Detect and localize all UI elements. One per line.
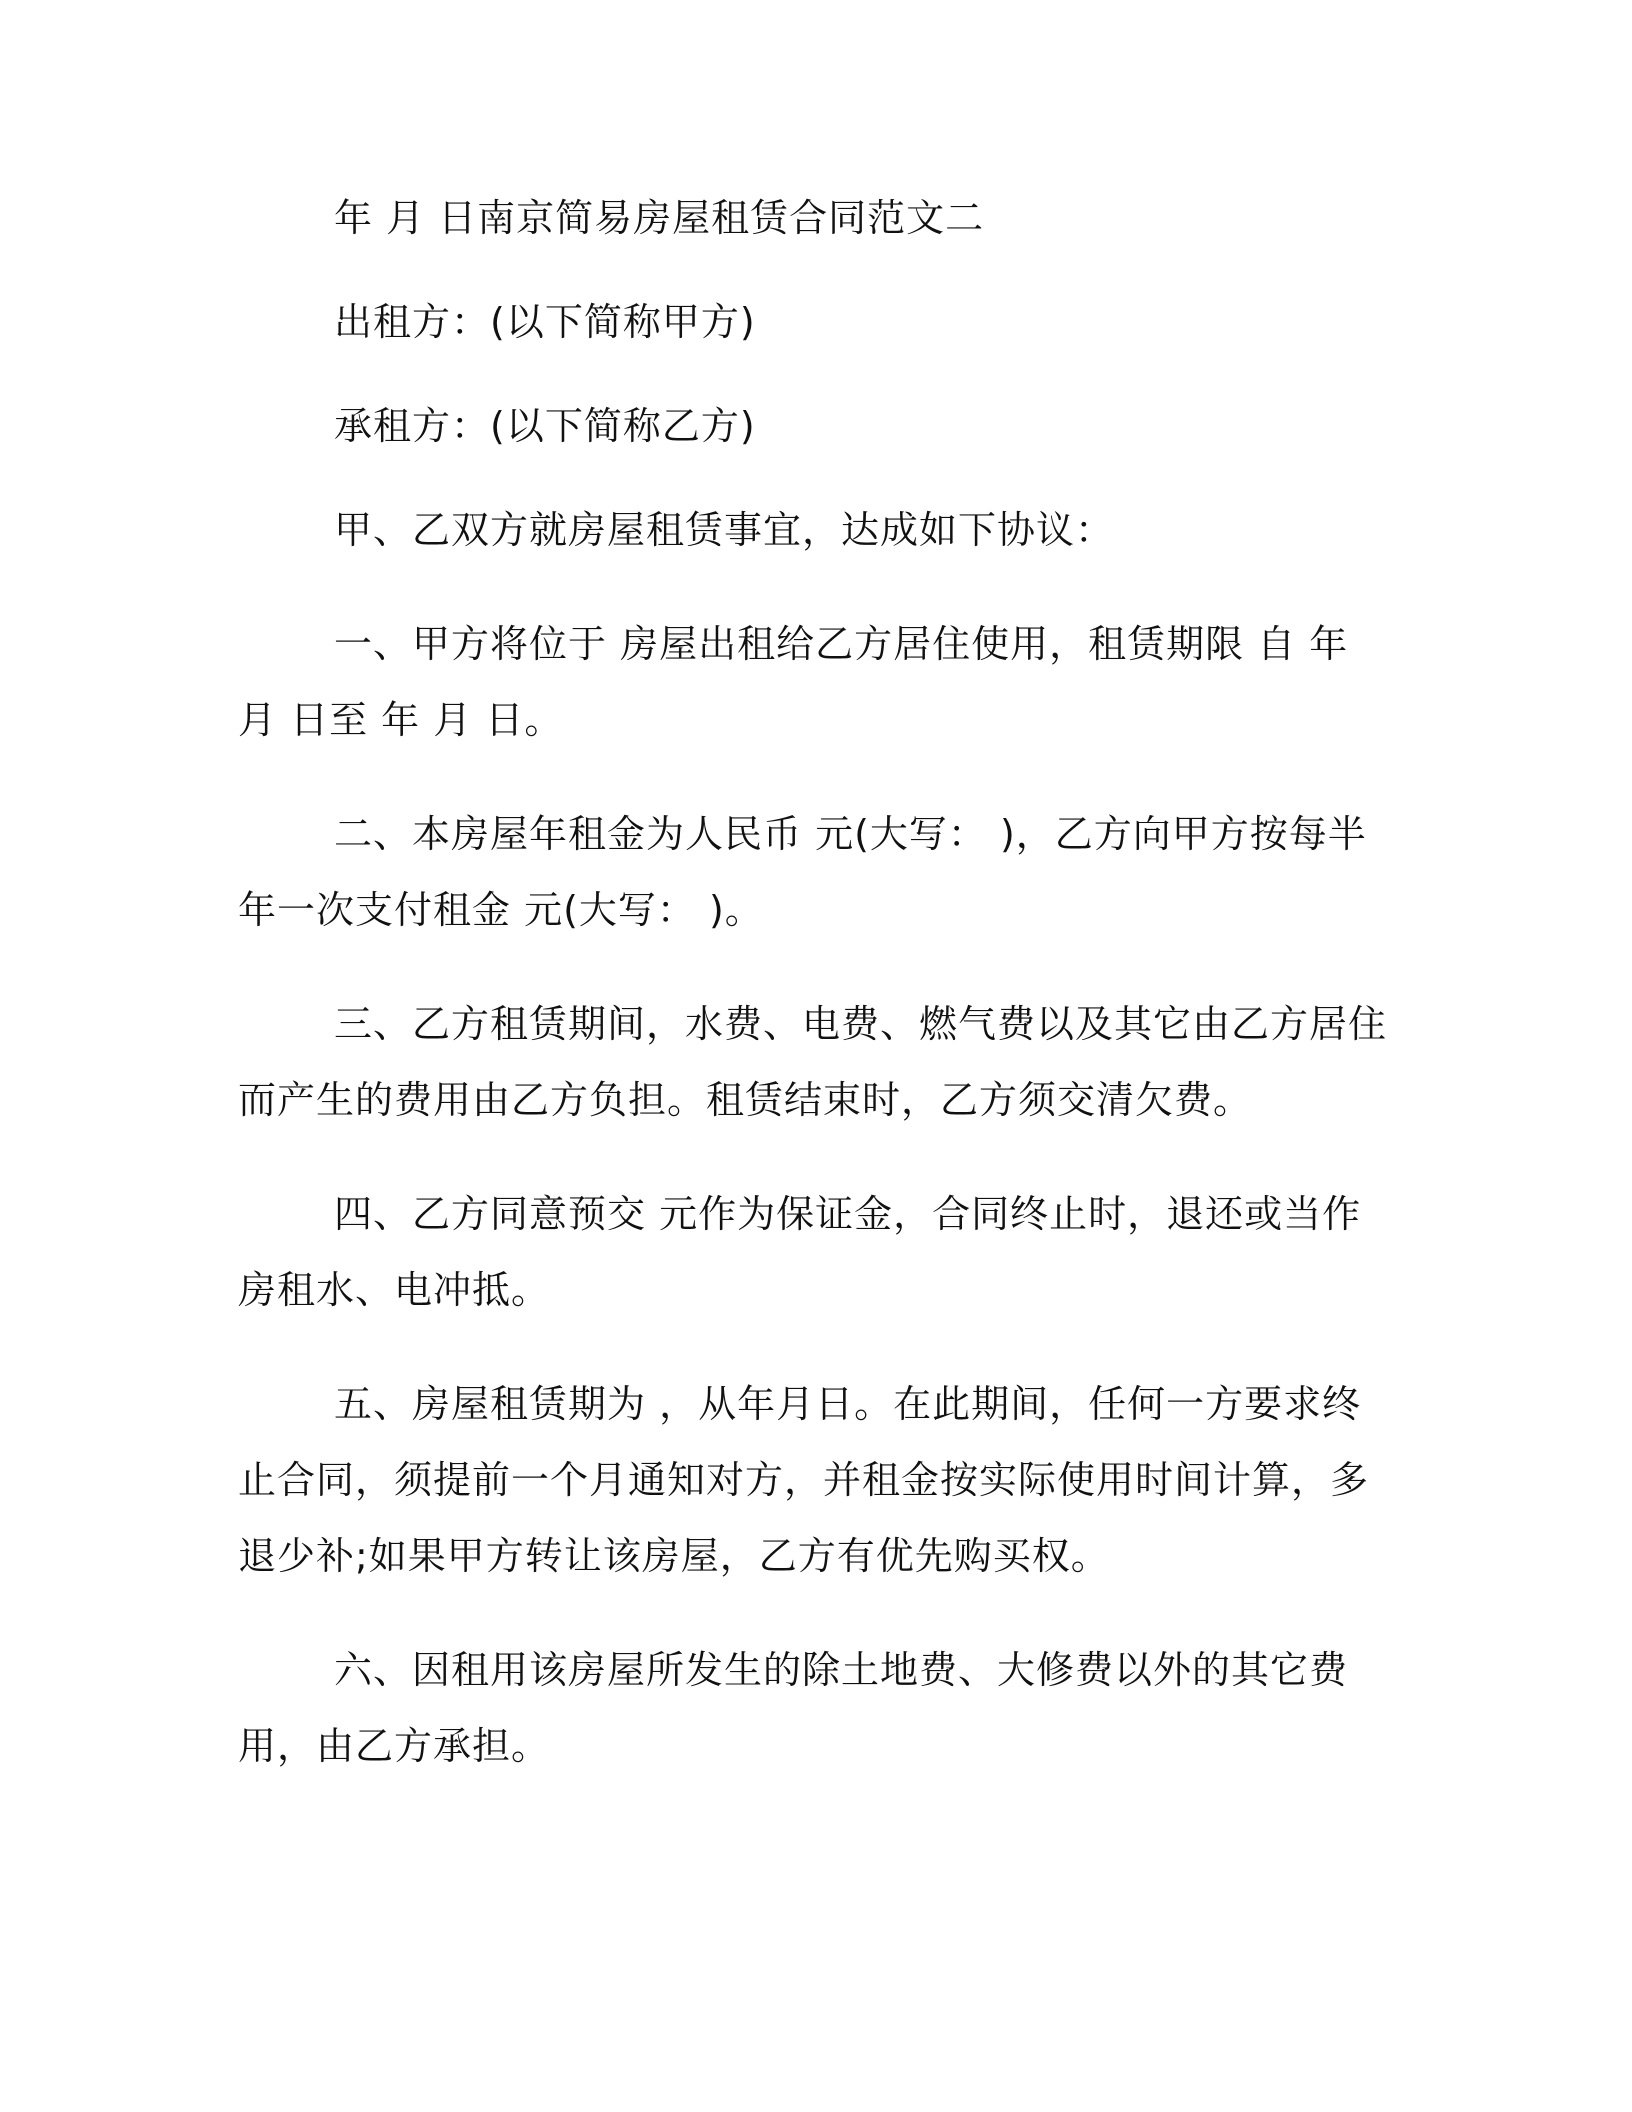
clause-1: 一、甲方将位于 房屋出租给乙方居住使用，租赁期限 自 年 月 日至 年 月 日。 [238,622,1349,742]
lessee-line: 承租方：(以下简称乙方) [334,404,756,448]
clause-4: 四、乙方同意预交 元作为保证金，合同终止时，退还或当作房租水、电冲抵。 [238,1192,1362,1312]
lessor-line: 出租方：(以下简称甲方) [334,300,756,344]
intro-line: 甲、乙双方就房屋租赁事宜，达成如下协议： [334,508,1115,552]
document-body [238,180,1388,1784]
clause-5: 五、房屋租赁期为 ，从年月日。在此期间，任何一方要求终止合同，须提前一个月通知对方，并租金按实际使用时间计算，多退少补;如果甲方转让该房屋，乙方有优先购买权。 [238,1382,1370,1578]
document-title: 年 月 日南京简易房屋租赁合同范文二 [334,196,985,240]
clause-3: 三、乙方租赁期间，水费、电费、燃气费以及其它由乙方居住而产生的费用由乙方负担。租赁结束时，乙方须交清欠费。 [238,1002,1388,1122]
clause-2: 二、本房屋年租金为人民币 元(大写： )，乙方向甲方按每半年一次支付租金 元(大写： )。 [238,812,1367,932]
clause-6: 六、因租用该房屋所发生的除土地费、大修费以外的其它费用，由乙方承担。 [238,1648,1349,1768]
